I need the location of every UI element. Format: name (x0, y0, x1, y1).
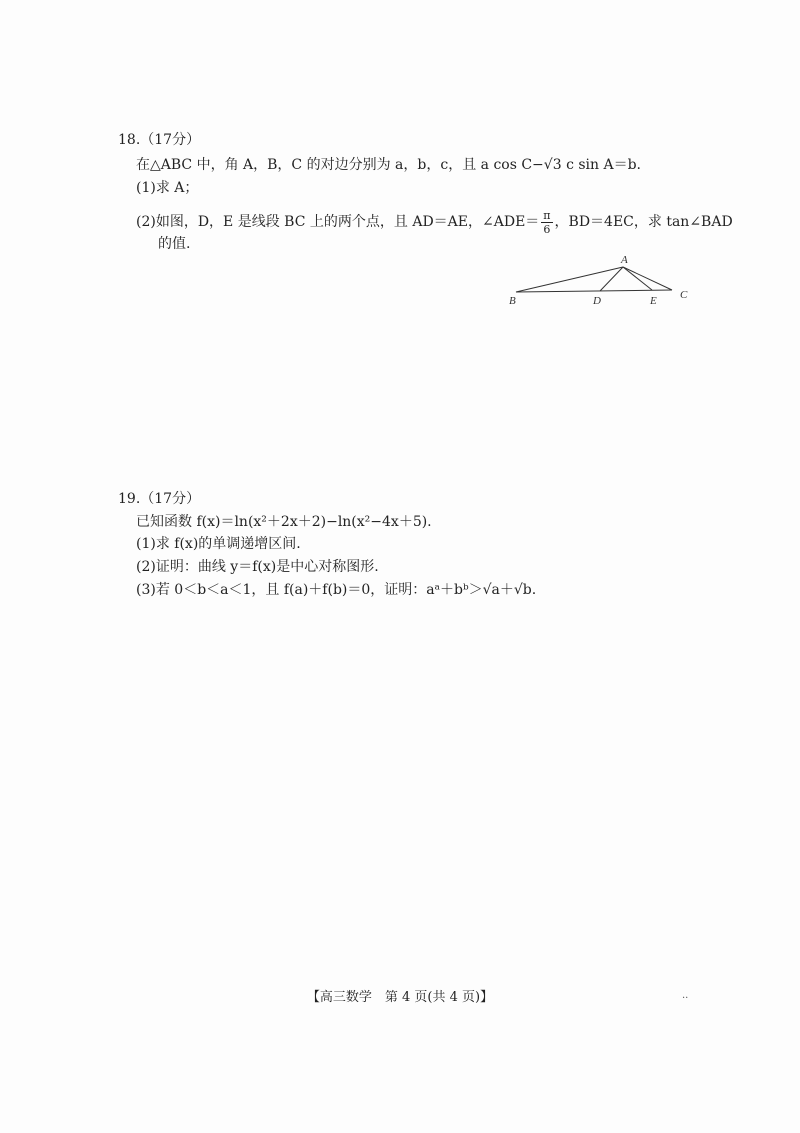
q18-header: 18.（17分） (118, 132, 201, 148)
segment-bc (516, 290, 672, 292)
corner-mark: .. (682, 990, 689, 1001)
fraction-denominator: 6 (543, 222, 551, 236)
q19-stem: 已知函数 f(x)＝ln(x²＋2x＋2)−ln(x²−4x＋5). (136, 514, 432, 530)
q19-part1: (1)求 f(x)的单调递增区间. (136, 536, 301, 552)
q18-part1: (1)求 A； (136, 180, 199, 196)
label-e: E (650, 295, 657, 307)
fraction-pi-over-6 (541, 209, 552, 236)
label-c: C (680, 289, 688, 301)
q19-part2: (2)证明：曲线 y＝f(x)是中心对称图形. (136, 559, 379, 575)
q19-header: 19.（17分） (118, 491, 201, 507)
q18-part2-text-a: (2)如图，D，E 是线段 BC 上的两个点，且 AD＝AE，∠ADE＝ (136, 214, 540, 230)
q19-part3: (3)若 0＜b＜a＜1，且 f(a)＋f(b)＝0，证明：aᵃ＋bᵇ＞√a＋√b. (136, 582, 537, 598)
label-b: B (509, 295, 516, 307)
q18-stem: 在△ABC 中，角 A，B，C 的对边分别为 a，b，c，且 a cos C−√3 c sin A＝b. (136, 157, 642, 173)
segment-ad (600, 267, 623, 291)
triangle-figure (500, 252, 700, 310)
fraction-numerator: π (543, 208, 551, 222)
segment-ab (516, 267, 623, 292)
q18-part2-cont: 的值. (158, 236, 191, 252)
label-d: D (593, 295, 601, 307)
page-footer: 【高三数学 第 4 页(共 4 页)】 (306, 990, 494, 1005)
q18-part2 (136, 204, 733, 240)
q18-part2-text-b: ，BD＝4EC，求 tan∠BAD (554, 214, 733, 230)
label-a: A (621, 254, 628, 266)
